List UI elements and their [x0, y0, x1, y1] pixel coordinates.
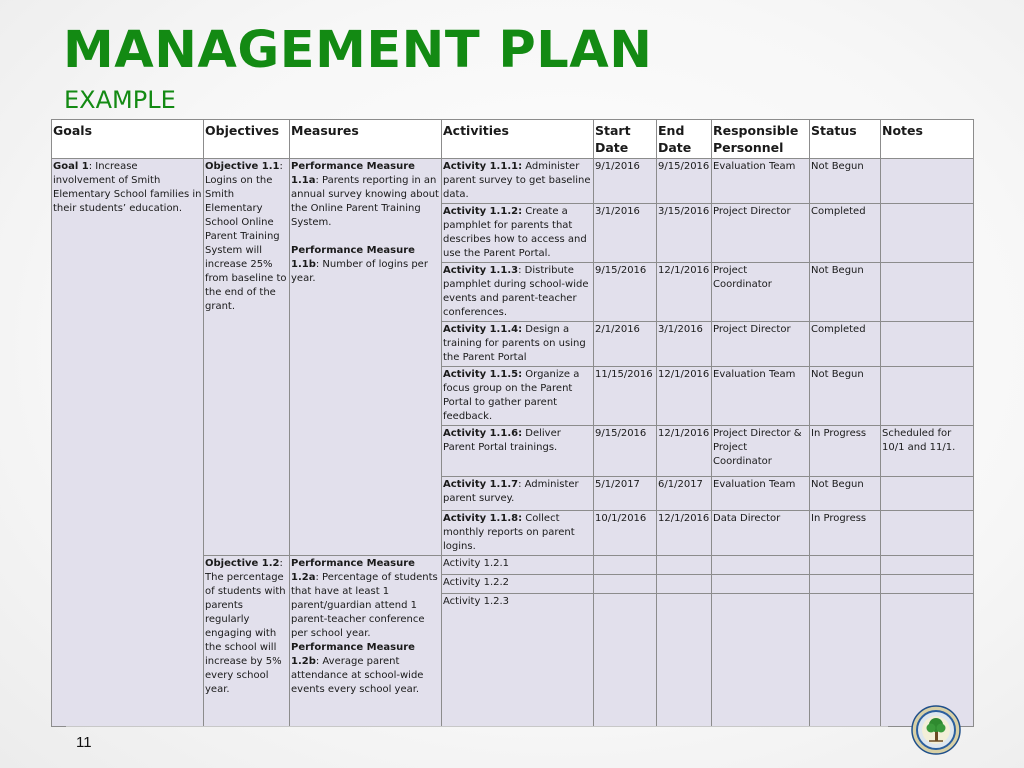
header-row	[52, 120, 974, 159]
end-date-cell: 3/1/2016	[657, 322, 712, 367]
personnel-cell: Evaluation Team	[712, 159, 810, 204]
activity-text: Design a training for parents on using the Parent Portal	[443, 324, 586, 363]
start-date-cell: 9/1/2016	[594, 159, 657, 204]
activity-cell	[442, 263, 594, 322]
header-responsible-personnel: Responsible Personnel	[712, 120, 810, 159]
start-date-cell	[594, 556, 657, 575]
measure-cell	[290, 556, 442, 727]
activity-cell	[442, 367, 594, 426]
goal-label: Goal 1	[53, 161, 89, 172]
header-goals: Goals	[52, 120, 204, 159]
department-seal-icon	[911, 705, 961, 755]
status-cell: Not Begun	[810, 263, 881, 322]
objective-text: : The percentage of students with parents regularly engaging with the school will increase by 5% every school year.	[205, 558, 286, 695]
measure-label: Performance Measure 1.1a	[291, 161, 415, 186]
personnel-cell: Project Director	[712, 204, 810, 263]
notes-cell	[881, 367, 974, 426]
activity-cell	[442, 426, 594, 477]
page-number: 11	[76, 734, 92, 751]
notes-cell	[881, 263, 974, 322]
activity-text: Organize a focus group on the Parent Portal to gather parent feedback.	[443, 369, 580, 422]
measure-text: : Average parent attendance at school-wide events every school year.	[291, 656, 424, 695]
end-date-cell: 9/15/2016	[657, 159, 712, 204]
status-cell: In Progress	[810, 511, 881, 556]
status-cell: Completed	[810, 204, 881, 263]
measure-text: : Number of logins per year.	[291, 259, 428, 284]
end-date-cell: 12/1/2016	[657, 263, 712, 322]
personnel-cell	[712, 594, 810, 727]
end-date-cell	[657, 594, 712, 727]
status-cell	[810, 594, 881, 727]
measure-text: : Percentage of students that have at least 1 parent/guardian attend 1 parent-teacher conference per school year.	[291, 572, 438, 639]
notes-cell	[881, 159, 974, 204]
personnel-cell	[712, 556, 810, 575]
management-plan-table	[51, 119, 974, 727]
personnel-cell: Project Director & Project Coordinator	[712, 426, 810, 477]
end-date-cell: 12/1/2016	[657, 511, 712, 556]
measure-label: Performance Measure 1.1b	[291, 245, 415, 270]
activity-cell	[442, 511, 594, 556]
measure-label: Performance Measure 1.2a	[291, 558, 415, 583]
status-cell: In Progress	[810, 426, 881, 477]
end-date-cell	[657, 556, 712, 575]
activity-label: Activity 1.1.8:	[443, 513, 523, 524]
header-objectives: Objectives	[204, 120, 290, 159]
header-notes: Notes	[881, 120, 974, 159]
goal-text: : Increase involvement of Smith Elementary School families in their students’ education.	[53, 161, 202, 214]
notes-cell	[881, 322, 974, 367]
notes-cell	[881, 575, 974, 594]
measure-cell	[290, 159, 442, 556]
header-start-date: Start Date	[594, 120, 657, 159]
activity-text: : Administer parent survey.	[443, 479, 579, 504]
footer-divider	[66, 726, 888, 727]
start-date-cell: 9/15/2016	[594, 426, 657, 477]
notes-cell: Scheduled for 10/1 and 11/1.	[881, 426, 974, 477]
status-cell: Not Begun	[810, 477, 881, 511]
personnel-cell	[712, 575, 810, 594]
activity-label: Activity 1.1.2:	[443, 206, 523, 217]
activity-label: Activity 1.1.6:	[443, 428, 523, 439]
notes-cell	[881, 477, 974, 511]
status-cell: Not Begun	[810, 367, 881, 426]
objective-cell	[204, 556, 290, 727]
header-end-date: End Date	[657, 120, 712, 159]
activity-text: Deliver Parent Portal trainings.	[443, 428, 561, 453]
goal-cell	[52, 159, 204, 727]
start-date-cell: 2/1/2016	[594, 322, 657, 367]
personnel-cell: Evaluation Team	[712, 477, 810, 511]
header-activities: Activities	[442, 120, 594, 159]
end-date-cell: 12/1/2016	[657, 367, 712, 426]
objective-label: Objective 1.1	[205, 161, 280, 172]
activity-label: Activity 1.1.1:	[443, 161, 523, 172]
measure-label: Performance Measure 1.2b	[291, 642, 415, 667]
header-status: Status	[810, 120, 881, 159]
status-cell	[810, 575, 881, 594]
start-date-cell	[594, 575, 657, 594]
status-cell	[810, 556, 881, 575]
activity-label: Activity 1.1.5:	[443, 369, 523, 380]
activity-label: Activity 1.1.7	[443, 479, 519, 490]
personnel-cell: Project Director	[712, 322, 810, 367]
activity-cell: Activity 1.2.2	[442, 575, 594, 594]
activity-cell	[442, 204, 594, 263]
activity-cell	[442, 477, 594, 511]
start-date-cell: 11/15/2016	[594, 367, 657, 426]
status-cell: Completed	[810, 322, 881, 367]
activity-cell: Activity 1.2.1	[442, 556, 594, 575]
activity-text: Collect monthly reports on parent logins.	[443, 513, 575, 552]
end-date-cell: 6/1/2017	[657, 477, 712, 511]
notes-cell	[881, 511, 974, 556]
header-measures: Measures	[290, 120, 442, 159]
end-date-cell: 3/15/2016	[657, 204, 712, 263]
start-date-cell	[594, 594, 657, 727]
status-cell: Not Begun	[810, 159, 881, 204]
start-date-cell: 9/15/2016	[594, 263, 657, 322]
start-date-cell: 10/1/2016	[594, 511, 657, 556]
start-date-cell: 3/1/2016	[594, 204, 657, 263]
personnel-cell: Data Director	[712, 511, 810, 556]
end-date-cell: 12/1/2016	[657, 426, 712, 477]
objective-text: : Logins on the Smith Elementary School Online Parent Training System will increase 25% from baseline to the end of the grant.	[205, 161, 287, 312]
activity-cell	[442, 159, 594, 204]
page-subtitle: EXAMPLE	[64, 86, 176, 114]
personnel-cell: Evaluation Team	[712, 367, 810, 426]
activity-text: : Distribute pamphlet during school-wide events and parent-teacher conferences.	[443, 265, 589, 318]
objective-label: Objective 1.2	[205, 558, 280, 569]
measure-text: : Parents reporting in an annual survey knowing about the Online Parent Training System.	[291, 175, 439, 228]
activity-text: Create a pamphlet for parents that describes how to access and use the Parent Portal.	[443, 206, 587, 259]
notes-cell	[881, 556, 974, 575]
page-title: MANAGEMENT PLAN	[63, 21, 653, 80]
activity-cell: Activity 1.2.3	[442, 594, 594, 727]
activity-label: Activity 1.1.3	[443, 265, 519, 276]
objective-cell	[204, 159, 290, 556]
notes-cell	[881, 204, 974, 263]
start-date-cell: 5/1/2017	[594, 477, 657, 511]
table-row	[52, 159, 974, 204]
activity-label: Activity 1.1.4:	[443, 324, 523, 335]
activity-cell	[442, 322, 594, 367]
end-date-cell	[657, 575, 712, 594]
personnel-cell: Project Coordinator	[712, 263, 810, 322]
activity-text: Administer parent survey to get baseline data.	[443, 161, 591, 200]
